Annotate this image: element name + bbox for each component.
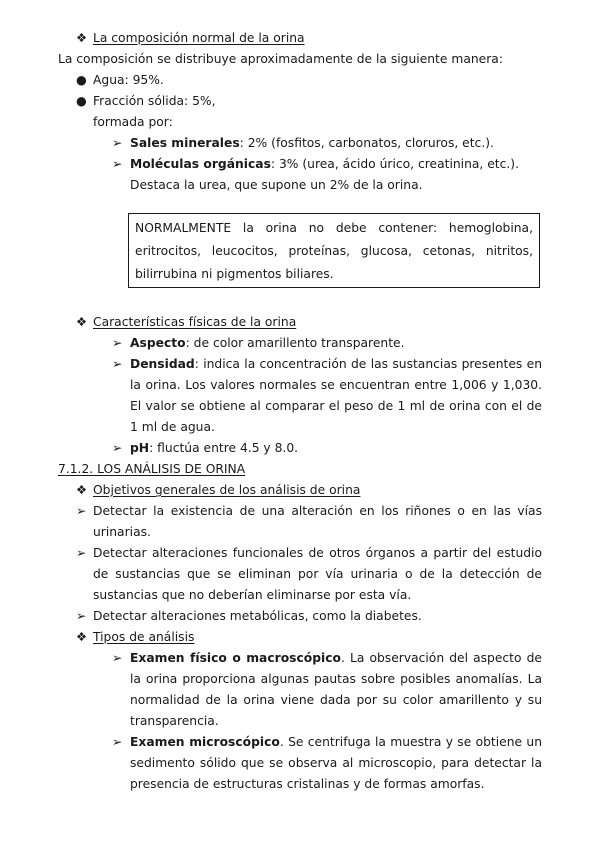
sales-label: Sales minerales xyxy=(130,136,240,150)
intro-text: La composición se distribuye aproximadamente de la siguiente manera: xyxy=(58,52,503,66)
densidad-text: : indica la concentración de las sustancias presentes en la orina. Los valores normales se encuentran entre 1,006 y 1,030. El valor se obtiene al comparar el peso de 1 ml de orina con el de 1 ml de agua. xyxy=(130,357,542,434)
arrow-bullet-icon: ➢ xyxy=(112,441,123,455)
moleculas-label: Moléculas orgánicas xyxy=(130,157,271,171)
section-title-tipos: Tipos de análisis xyxy=(93,630,195,644)
objetivo-item-1: Detectar la existencia de una alteración en los riñones o en las vías urinarias. xyxy=(93,504,542,539)
examen-microscopico-text: . Se centrifuga la muestra y se obtiene un sedimento sólido que se observa al microscopio, para detectar la presencia de estructuras cristalinas y de formas amorfas. xyxy=(130,735,542,791)
examen-fisico-item xyxy=(130,648,542,732)
diamond-bullet-icon: ❖ xyxy=(76,31,88,45)
arrow-bullet-icon: ➢ xyxy=(76,546,87,560)
sales-text: : 2% (fosfitos, carbonatos, cloruros, etc.). xyxy=(239,136,494,150)
arrow-bullet-icon: ➢ xyxy=(112,336,123,350)
formada-text: formada por: xyxy=(93,115,173,129)
diamond-bullet-icon: ❖ xyxy=(76,483,88,497)
destaca-text: Destaca la urea, que supone un 2% de la orina. xyxy=(130,178,423,192)
diamond-bullet-icon: ❖ xyxy=(76,315,88,329)
arrow-bullet-icon: ➢ xyxy=(76,504,87,518)
aspecto-label: Aspecto xyxy=(130,336,186,350)
arrow-bullet-icon: ➢ xyxy=(112,136,123,150)
ph-item xyxy=(130,438,298,459)
densidad-label: Densidad xyxy=(130,357,195,371)
ph-label: pH xyxy=(130,441,150,455)
examen-fisico-text: . La observación del aspecto de la orina proporciona algunas pautas sobre posibles anomalías. La normalidad de la orina viene dada por su color amarillento y su transparencia. xyxy=(130,651,542,728)
examen-microscopico-item xyxy=(130,732,542,795)
section-title-composicion: La composición normal de la orina xyxy=(93,31,305,45)
moleculas-item xyxy=(130,154,519,175)
heading-analisis-orina: 7.1.2. LOS ANÁLISIS DE ORINA xyxy=(58,462,246,476)
sales-item xyxy=(130,133,494,154)
arrow-bullet-icon: ➢ xyxy=(112,157,123,171)
section-title-objetivos: Objetivos generales de los análisis de orina xyxy=(93,483,361,497)
bullet-dot-icon: ● xyxy=(76,94,87,108)
bullet-dot-icon: ● xyxy=(76,73,87,87)
objetivo-item-2: Detectar alteraciones funcionales de otros órganos a partir del estudio de sustancias que se eliminan por vía urinaria o de la detección de sustancias que no deberían eliminarse por esta vía. xyxy=(93,546,542,602)
ph-text: : fluctúa entre 4.5 y 8.0. xyxy=(149,441,299,455)
arrow-bullet-icon: ➢ xyxy=(112,357,123,371)
aspecto-text: : de color amarillento transparente. xyxy=(185,336,405,350)
arrow-bullet-icon: ➢ xyxy=(76,609,87,623)
normalmente-note-box: NORMALMENTE la orina no debe contener: hemoglobina, eritrocitos, leucocitos, proteínas, glucosa, cetonas, nitritos, bilirrubina ni pigmentos biliares. xyxy=(128,213,540,288)
moleculas-text: : 3% (urea, ácido úrico, creatinina, etc.). xyxy=(270,157,519,171)
aspecto-item xyxy=(130,333,405,354)
examen-microscopico-label: Examen microscópico xyxy=(130,735,280,749)
section-title-caracteristicas: Características físicas de la orina xyxy=(93,315,297,329)
densidad-item xyxy=(130,354,542,438)
fraccion-item: Fracción sólida: 5%, xyxy=(93,94,216,108)
agua-item: Agua: 95%. xyxy=(93,73,164,87)
diamond-bullet-icon: ❖ xyxy=(76,630,88,644)
objetivo-item-3: Detectar alteraciones metabólicas, como la diabetes. xyxy=(93,609,422,623)
examen-fisico-label: Examen físico o macroscópico xyxy=(130,651,341,665)
arrow-bullet-icon: ➢ xyxy=(112,651,123,665)
arrow-bullet-icon: ➢ xyxy=(112,735,123,749)
